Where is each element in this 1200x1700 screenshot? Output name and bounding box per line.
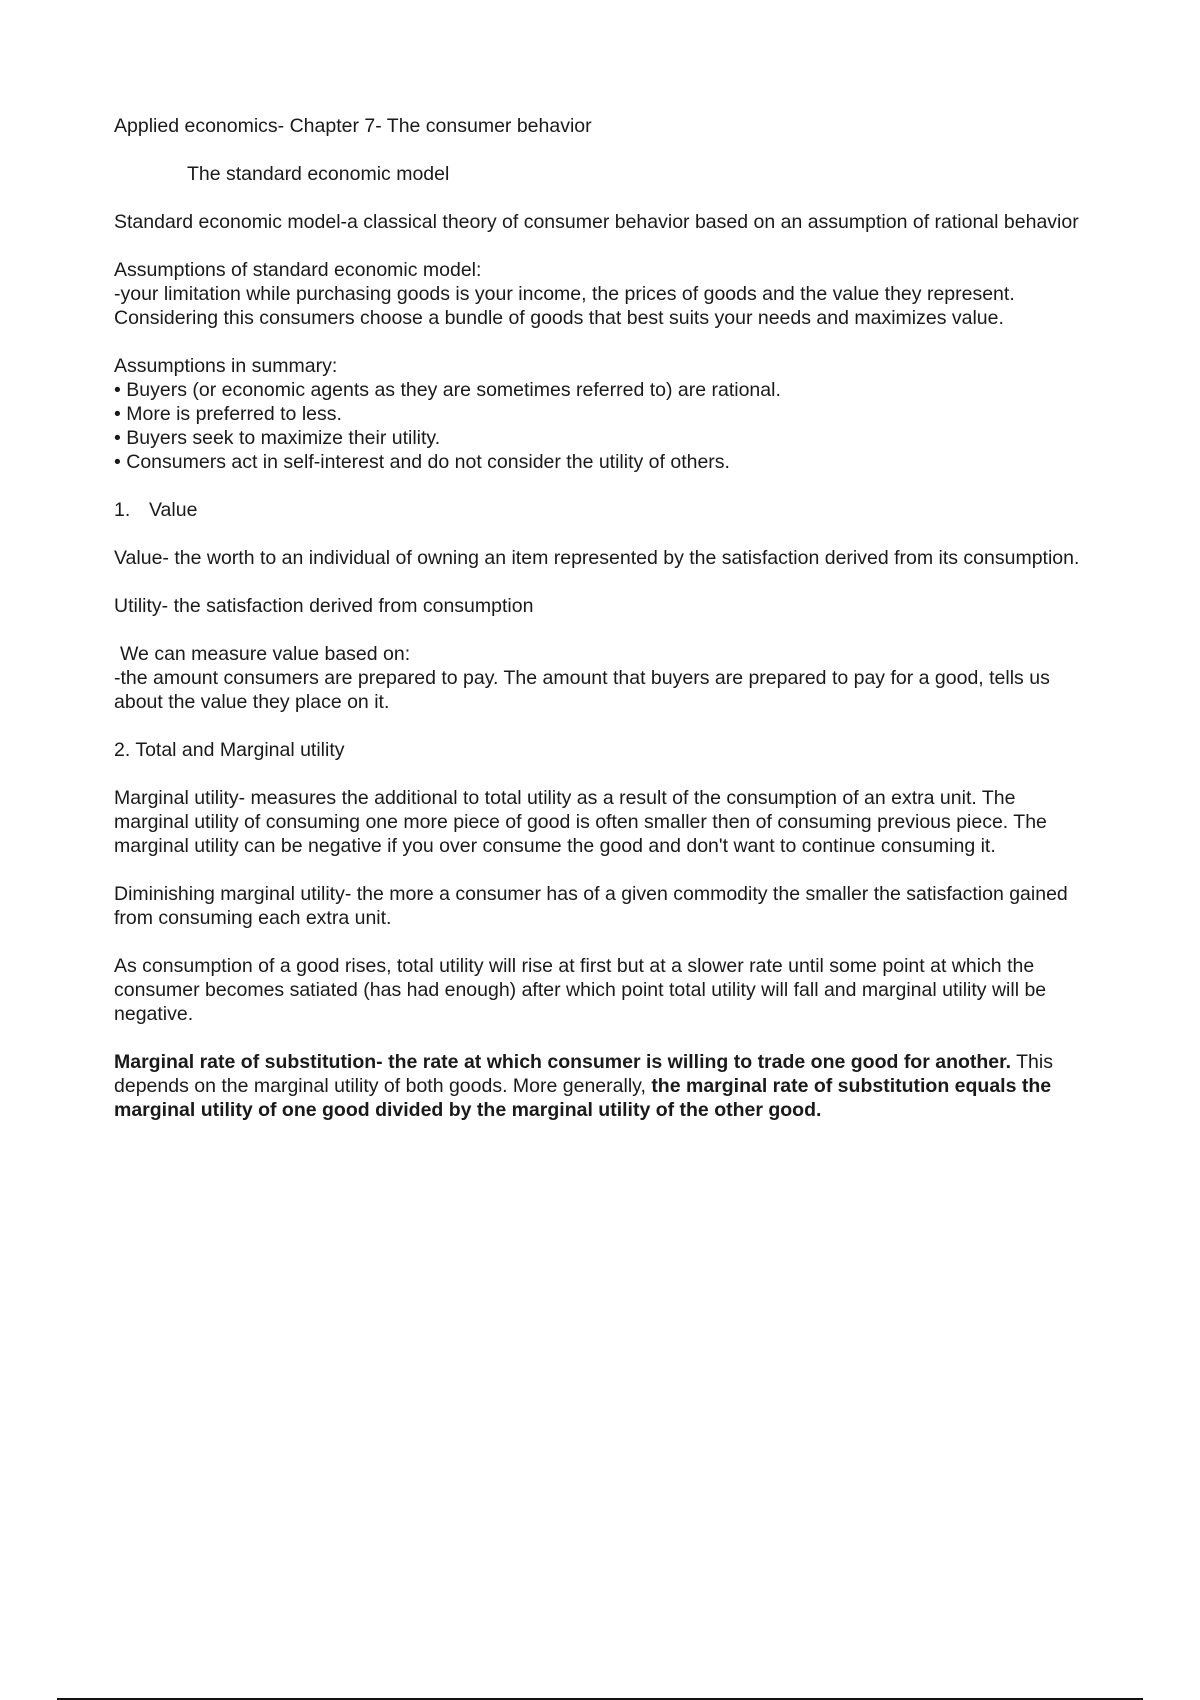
section-heading: The standard economic model bbox=[187, 163, 450, 185]
mrs-conclusion: the marginal rate of substitution equals the marginal utility of one good divided by the marginal utility of the other good. bbox=[114, 1075, 1052, 1121]
summary-heading: Assumptions in summary: bbox=[114, 355, 338, 377]
mrs-text: This depends on the marginal utility of both goods. More generally, bbox=[114, 1051, 1053, 1097]
marginal-utility-definition: Marginal utility- measures the additional to total utility as a result of the consumption of an extra unit. The marginal utility of consuming one more piece of good is often smaller then of consuming previous piece. The marginal utility can be negative if you over consume the good and don't want to continue consuming it. bbox=[114, 787, 1047, 857]
document-page bbox=[114, 114, 1090, 1122]
summary-item: • Buyers (or economic agents as they are sometimes referred to) are rational. bbox=[114, 378, 1090, 402]
summary-list bbox=[114, 378, 1090, 474]
document-title: Applied economics- Chapter 7- The consumer behavior bbox=[114, 115, 592, 137]
summary-item: • Buyers seek to maximize their utility. bbox=[114, 426, 1090, 450]
summary-item: • Consumers act in self-interest and do not consider the utility of others. bbox=[114, 450, 1090, 474]
utility-section-heading: 2. Total and Marginal utility bbox=[114, 739, 345, 761]
utility-definition: Utility- the satisfaction derived from consumption bbox=[114, 595, 534, 617]
summary-item: • More is preferred to less. bbox=[114, 402, 1090, 426]
value-heading-text: Value bbox=[149, 499, 198, 521]
value-definition: Value- the worth to an individual of owning an item represented by the satisfaction derived from its consumption. bbox=[114, 547, 1080, 569]
standard-model-definition: Standard economic model-a classical theory of consumer behavior based on an assumption of rational behavior bbox=[114, 211, 1079, 233]
measure-text: -the amount consumers are prepared to pay. The amount that buyers are prepared to pay for a good, tells us about the value they place on it. bbox=[114, 667, 1050, 713]
consumption-paragraph: As consumption of a good rises, total utility will rise at first but at a slower rate until some point at which the consumer becomes satiated (has had enough) after which point total utility will fall and marginal utility will be negative. bbox=[114, 955, 1047, 1025]
value-number: 1. bbox=[114, 499, 131, 521]
measure-heading: We can measure value based on: bbox=[120, 643, 411, 665]
assumptions-heading: Assumptions of standard economic model: bbox=[114, 259, 482, 281]
mrs-definition: Marginal rate of substitution- the rate at which consumer is willing to trade one good for another. bbox=[114, 1051, 1012, 1073]
mrs-paragraph bbox=[114, 1050, 1090, 1122]
assumptions-text: -your limitation while purchasing goods is your income, the prices of goods and the value they represent. Considering this consumers choose a bundle of goods that best suits your needs and maximizes value. bbox=[114, 283, 1015, 329]
diminishing-utility-definition: Diminishing marginal utility- the more a consumer has of a given commodity the smaller the satisfaction gained from consuming each extra unit. bbox=[114, 883, 1068, 929]
value-heading bbox=[114, 498, 1090, 522]
